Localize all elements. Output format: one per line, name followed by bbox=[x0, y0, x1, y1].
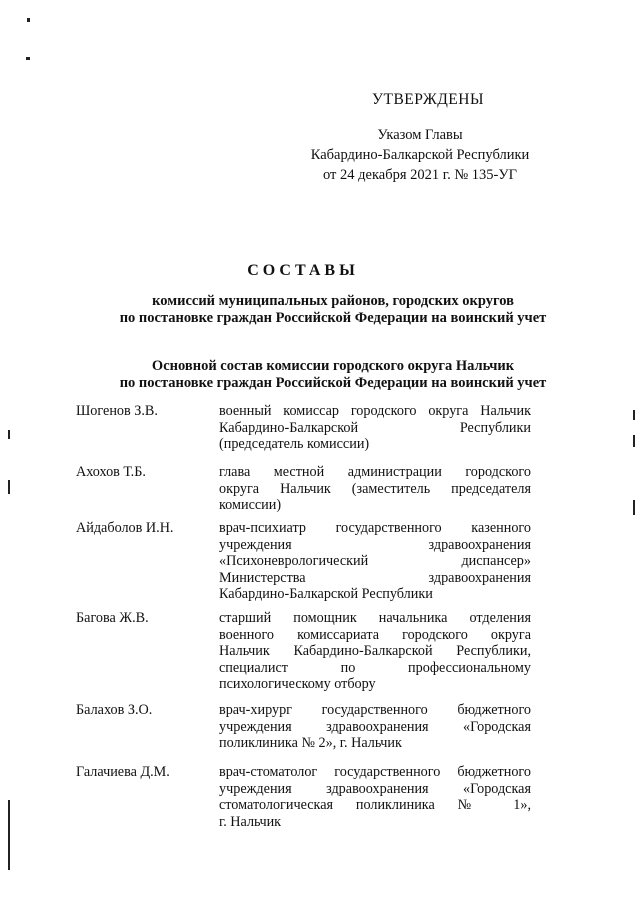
decree-line: Указом Главы bbox=[377, 127, 463, 143]
role-line: учреждения здравоохранения bbox=[219, 536, 531, 553]
section-line: по постановке граждан Российской Федерации на воинский учет bbox=[119, 375, 547, 391]
role-line: психологическому отбору bbox=[219, 676, 376, 692]
role-line: Нальчик Кабардино-Балкарской Республики, bbox=[219, 643, 531, 659]
member-role bbox=[219, 764, 531, 830]
role-line: врач-хирург государственного бюджетного bbox=[219, 702, 531, 718]
member-name: Галачиева Д.М. bbox=[76, 764, 170, 780]
member-name: Багова Ж.В. bbox=[76, 610, 149, 626]
member-role bbox=[219, 464, 531, 514]
role-line: Кабардино-Балкарской Республики bbox=[219, 419, 531, 436]
member-role bbox=[219, 702, 531, 752]
role-line: старший помощник начальника отделения bbox=[219, 610, 531, 626]
role-line: Кабардино-Балкарской Республики bbox=[219, 586, 433, 602]
decree-line: от 24 декабря 2021 г. № 135-УГ bbox=[322, 167, 517, 183]
role-line: учреждения здравоохранения «Городская bbox=[219, 780, 531, 797]
member-name: Ахохов Т.Б. bbox=[76, 464, 146, 480]
subtitle-line: комиссий муниципальных районов, городских округов bbox=[152, 293, 514, 309]
role-line: врач-стоматолог государственного бюджетного bbox=[219, 764, 531, 780]
role-line: «Психоневрологический диспансер» bbox=[219, 553, 531, 569]
role-line: (председатель комиссии) bbox=[219, 436, 370, 452]
subtitle-line: по постановке граждан Российской Федерации на воинский учет bbox=[119, 310, 547, 326]
member-name: Айдаболов И.Н. bbox=[76, 520, 174, 536]
member-role bbox=[219, 520, 531, 603]
role-line: стоматологическая поликлиника № 1», bbox=[219, 797, 531, 813]
role-line: поликлиника № 2», г. Нальчик bbox=[219, 735, 402, 751]
role-line: военный комиссар городского округа Нальчик bbox=[219, 403, 531, 419]
member-role bbox=[219, 403, 531, 453]
role-line: учреждения здравоохранения «Городская bbox=[219, 718, 531, 735]
section-line: Основной состав комиссии городского округа Нальчик bbox=[151, 358, 515, 374]
role-line: врач-психиатр государственного казенного bbox=[219, 520, 531, 536]
member-name: Балахов З.О. bbox=[76, 702, 153, 718]
member-name: Шогенов З.В. bbox=[76, 403, 158, 419]
role-line: округа Нальчик (заместитель председателя bbox=[219, 480, 531, 497]
role-line: глава местной администрации городского bbox=[219, 464, 531, 480]
member-role bbox=[219, 610, 531, 693]
role-line: Министерства здравоохранения bbox=[219, 569, 531, 586]
role-line: г. Нальчик bbox=[219, 813, 282, 830]
decree-line: Кабардино-Балкарской Республики bbox=[310, 147, 530, 163]
role-line: специалист по профессиональному bbox=[219, 659, 531, 676]
role-line: военного комиссариата городского округа bbox=[219, 626, 531, 643]
role-line: комиссии) bbox=[219, 497, 282, 513]
approved-heading: УТВЕРЖДЕНЫ bbox=[372, 91, 484, 108]
document-title: СОСТАВЫ bbox=[247, 262, 359, 279]
